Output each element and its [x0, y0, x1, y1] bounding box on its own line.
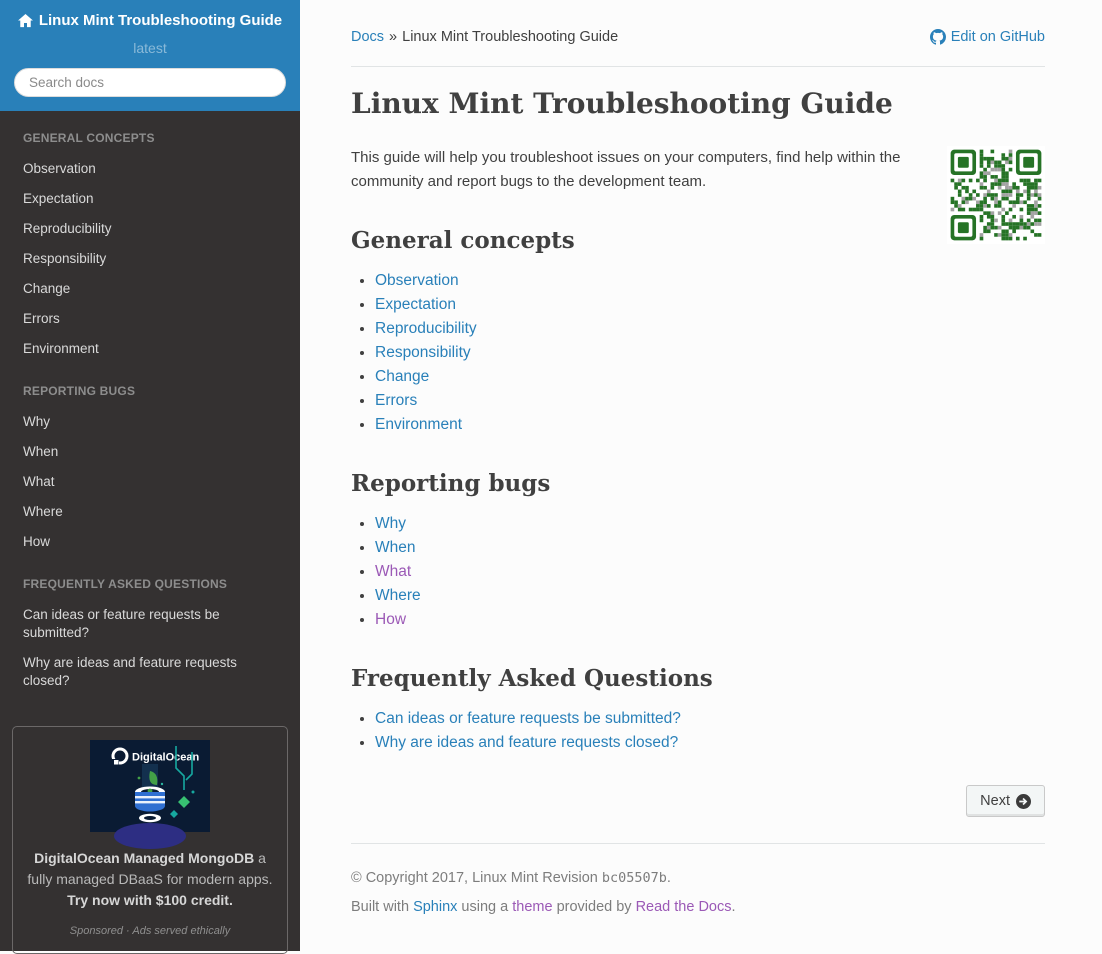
intro-paragraph: This guide will help you troubleshoot issues on your computers, find help within the community and report bugs to the development team. — [351, 149, 901, 190]
sidebar-item-link[interactable]: How — [23, 533, 51, 549]
content-link[interactable]: Why are ideas and feature requests closed? — [375, 734, 679, 751]
ad-cta[interactable]: Try now with $100 credit. — [67, 891, 233, 908]
section-link-list — [375, 707, 1045, 755]
sidebar-item — [0, 184, 300, 214]
ad-brand-text: DigitalOcean — [132, 751, 200, 763]
sidebar-item-link[interactable]: Reproducibility — [23, 220, 112, 236]
next-button[interactable] — [966, 785, 1045, 817]
content-link[interactable]: Can ideas or feature requests be submitted? — [375, 710, 681, 727]
breadcrumb-docs-link[interactable]: Docs — [351, 29, 385, 45]
copyright-line — [351, 870, 1045, 886]
ad-body[interactable]: a fully managed DBaaS for modern apps. — [27, 849, 273, 887]
ad-sponsored-label: Sponsored · Ads served ethically — [69, 924, 231, 937]
content-link[interactable]: Errors — [375, 392, 418, 409]
revision-hash: bc05507b — [601, 870, 667, 886]
sidebar-header — [0, 0, 300, 111]
list-item — [375, 317, 1045, 341]
content-link[interactable]: Where — [375, 587, 421, 604]
pager — [351, 785, 1045, 817]
sidebar-item-link[interactable]: Can ideas or feature requests be submitted? — [23, 606, 220, 640]
sidebar-item-link[interactable]: Errors — [23, 310, 60, 326]
sidebar-section-caption: FREQUENTLY ASKED QUESTIONS — [23, 576, 228, 591]
sidebar-item-link[interactable]: Responsibility — [23, 250, 107, 266]
list-item — [375, 608, 1045, 632]
sidebar-item — [0, 648, 300, 696]
content-link[interactable]: Reproducibility — [375, 320, 477, 337]
breadcrumb-current-page: Linux Mint Troubleshooting Guide — [402, 29, 619, 45]
read-the-docs-link[interactable]: Read the Docs — [635, 899, 732, 915]
section-heading: Frequently Asked Questions — [351, 665, 713, 692]
sidebar-item — [0, 274, 300, 304]
sidebar-item — [0, 214, 300, 244]
sidebar-item — [0, 600, 300, 648]
search-input[interactable] — [14, 68, 286, 97]
sidebar — [0, 0, 300, 951]
edit-on-github-label: Edit on GitHub — [950, 29, 1045, 45]
edit-on-github-link[interactable] — [930, 29, 1045, 45]
list-item — [375, 536, 1045, 560]
list-item — [375, 584, 1045, 608]
footer-divider — [351, 843, 1045, 844]
sidebar-nav — [0, 131, 300, 700]
list-item — [375, 560, 1045, 584]
sidebar-section-caption: REPORTING BUGS — [23, 383, 136, 398]
sidebar-item — [0, 154, 300, 184]
breadcrumb-separator: » — [389, 29, 398, 45]
content-link[interactable]: Why — [375, 515, 406, 532]
sidebar-item — [0, 527, 300, 557]
built-with-line — [351, 899, 1045, 915]
next-button-label: Next — [980, 793, 1010, 809]
theme-link[interactable]: theme — [512, 899, 553, 915]
arrow-circle-right-icon — [1016, 794, 1031, 809]
sidebar-item-link[interactable]: Environment — [23, 340, 99, 356]
home-icon — [18, 14, 33, 28]
sidebar-item-link[interactable]: Why are ideas and feature requests closed? — [23, 654, 237, 688]
sidebar-item-link[interactable]: Expectation — [23, 190, 94, 206]
using-text: using a — [457, 899, 513, 915]
built-with-period: . — [731, 899, 736, 915]
copyright-period: . — [666, 870, 671, 886]
copyright-text: © Copyright 2017, Linux Mint Revision — [351, 870, 602, 886]
qr-code-image — [947, 146, 1045, 244]
sidebar-item — [0, 497, 300, 527]
content-link[interactable]: When — [375, 539, 416, 556]
breadcrumb — [351, 29, 1045, 45]
section-heading: General concepts — [351, 227, 575, 254]
sidebar-item — [0, 467, 300, 497]
sidebar-item — [0, 244, 300, 274]
content-link[interactable]: Expectation — [375, 296, 456, 313]
project-home-link[interactable] — [18, 12, 282, 29]
sidebar-section-list — [0, 407, 300, 557]
ad-text[interactable] — [25, 848, 275, 911]
ad-image[interactable] — [90, 740, 210, 832]
sidebar-item — [0, 334, 300, 364]
built-with-text: Built with — [351, 899, 414, 915]
version-label: latest — [133, 39, 167, 56]
list-item — [375, 389, 1045, 413]
provided-text: provided by — [552, 899, 636, 915]
sidebar-item-link[interactable]: Observation — [23, 160, 96, 176]
section-link-list — [375, 512, 1045, 632]
breadcrumb-divider — [351, 66, 1045, 67]
document-sections — [351, 227, 1045, 755]
list-item — [375, 731, 1045, 755]
list-item — [375, 269, 1045, 293]
sidebar-item-link[interactable]: Change — [23, 280, 71, 296]
page-title: Linux Mint Troubleshooting Guide — [351, 87, 893, 120]
list-item — [375, 341, 1045, 365]
list-item — [375, 293, 1045, 317]
content-link[interactable]: How — [375, 611, 407, 628]
list-item — [375, 365, 1045, 389]
content-link[interactable]: Observation — [375, 272, 459, 289]
sphinx-link[interactable]: Sphinx — [413, 899, 458, 915]
github-icon — [930, 29, 946, 45]
page-footer — [351, 870, 1045, 915]
content-link[interactable]: What — [375, 563, 412, 580]
content-link[interactable]: Change — [375, 368, 430, 385]
ad-panel[interactable] — [12, 726, 288, 954]
sidebar-section-caption: GENERAL CONCEPTS — [23, 130, 155, 145]
sidebar-item — [0, 304, 300, 334]
content-link[interactable]: Responsibility — [375, 344, 471, 361]
list-item — [375, 413, 1045, 437]
sidebar-item — [0, 407, 300, 437]
content-link[interactable]: Environment — [375, 416, 463, 433]
section-heading: Reporting bugs — [351, 470, 551, 497]
sidebar-item — [0, 437, 300, 467]
sidebar-item-link[interactable]: What — [23, 473, 55, 489]
section-link-list — [375, 269, 1045, 437]
sidebar-item-link[interactable]: Why — [23, 413, 50, 429]
sidebar-item-link[interactable]: When — [23, 443, 59, 459]
sidebar-item-link[interactable]: Where — [23, 503, 63, 519]
sidebar-section-list — [0, 154, 300, 364]
list-item — [375, 707, 1045, 731]
sidebar-section-list — [0, 600, 300, 696]
project-title: Linux Mint Troubleshooting Guide — [38, 12, 283, 29]
list-item — [375, 512, 1045, 536]
content-area — [300, 0, 1102, 951]
ad-headline[interactable]: DigitalOcean Managed MongoDB — [34, 849, 255, 866]
